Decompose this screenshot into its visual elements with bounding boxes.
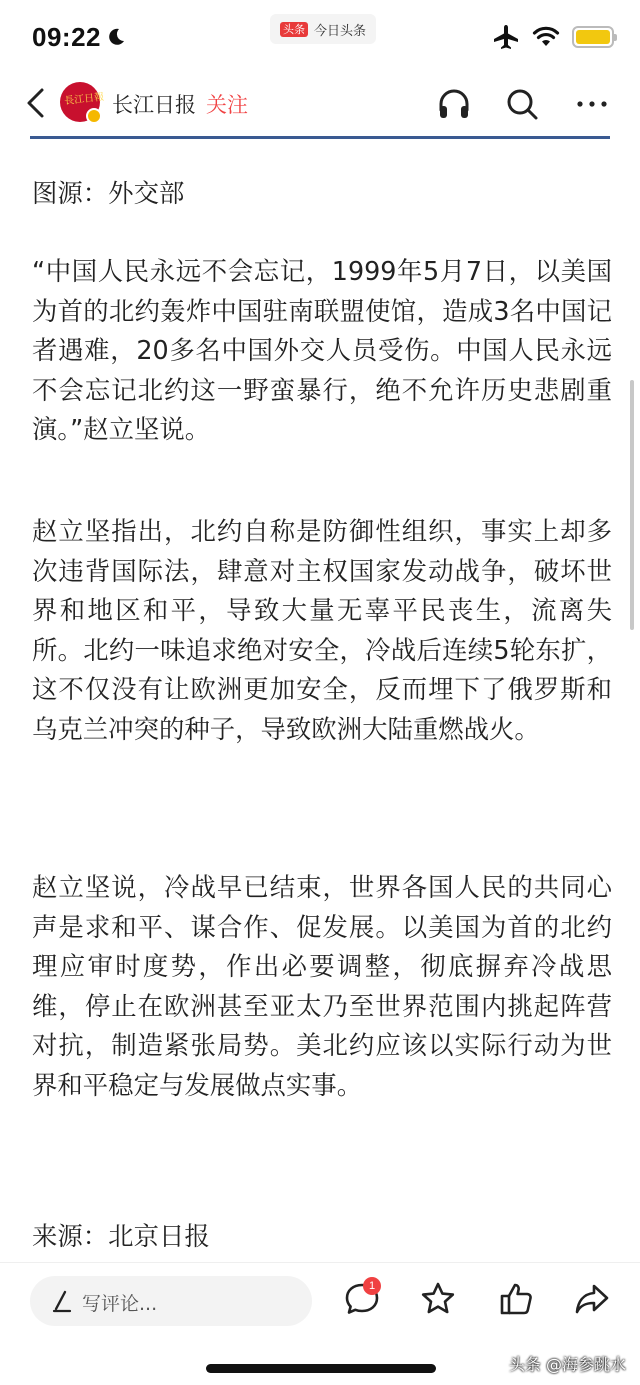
news-source: 来源：北京日报: [32, 1221, 210, 1251]
app-indicator: [270, 14, 376, 44]
account-name[interactable]: 长江日报: [112, 93, 196, 117]
search-icon[interactable]: [504, 86, 540, 122]
header-divider: [30, 136, 610, 139]
thumbs-up-icon[interactable]: [496, 1279, 536, 1319]
avatar-logo-text: 長江日報: [63, 91, 105, 108]
bottom-action-bar: [0, 1262, 640, 1342]
comment-placeholder: 写评论...: [82, 1293, 158, 1315]
more-icon[interactable]: [574, 86, 610, 122]
image-source-caption: 图源：外交部: [32, 178, 185, 208]
status-bar: [0, 0, 640, 72]
status-time: 09:22: [32, 22, 101, 52]
toutiao-logo-icon: 头条: [280, 22, 308, 37]
app-indicator-name: 今日头条: [314, 23, 367, 39]
home-indicator[interactable]: [206, 1364, 436, 1373]
share-icon[interactable]: [572, 1279, 612, 1319]
wifi-icon: [532, 26, 560, 48]
verified-badge-icon: [86, 108, 102, 124]
battery-icon: [572, 26, 614, 48]
headphones-icon[interactable]: [436, 86, 472, 122]
watermark: 头条 @海参跳水: [508, 1355, 626, 1374]
scrollbar[interactable]: [630, 380, 634, 630]
moon-icon: [106, 27, 126, 47]
status-icons: [492, 24, 614, 50]
nav-bar: [0, 72, 640, 134]
comment-count-badge: 1: [363, 1277, 381, 1295]
follow-button[interactable]: 关注: [206, 93, 248, 117]
comment-input[interactable]: [30, 1276, 312, 1326]
article-paragraph: 赵立坚说，冷战早已结束，世界各国人民的共同心声是求和平、谋合作、促发展。以美国为首的北约理应审时度势，作出必要调整，彻底摒弃冷战思维，停止在欧洲甚至亚太乃至世界范围内挑起阵营对抗，制造紧张局势。美北约应该以实际行动为世界和平稳定与发展做点实事。: [32, 872, 612, 1100]
airplane-icon: [492, 24, 520, 50]
pen-icon: [50, 1289, 74, 1313]
star-icon[interactable]: [418, 1279, 458, 1319]
back-arrow-icon[interactable]: [20, 86, 54, 120]
article-paragraph: “中国人民永远不会忘记，1999年5月7日，以美国为首的北约轰炸中国驻南联盟使馆，造成3名中国记者遇难，20多名中国外交人员受伤。中国人民永远不会忘记北约这一野蛮暴行，绝不允许历史悲剧重演。”赵立坚说。: [32, 256, 612, 444]
article-paragraph: 赵立坚指出，北约自称是防御性组织，事实上却多次违背国际法，肆意对主权国家发动战争，破坏世界和地区和平，导致大量无辜平民丧生，流离失所。北约一味追求绝对安全，冷战后连续5轮东扩，这不仅没有让欧洲更加安全，反而埋下了俄罗斯和乌克兰冲突的种子，导致欧洲大陆重燃战火。: [32, 516, 612, 744]
